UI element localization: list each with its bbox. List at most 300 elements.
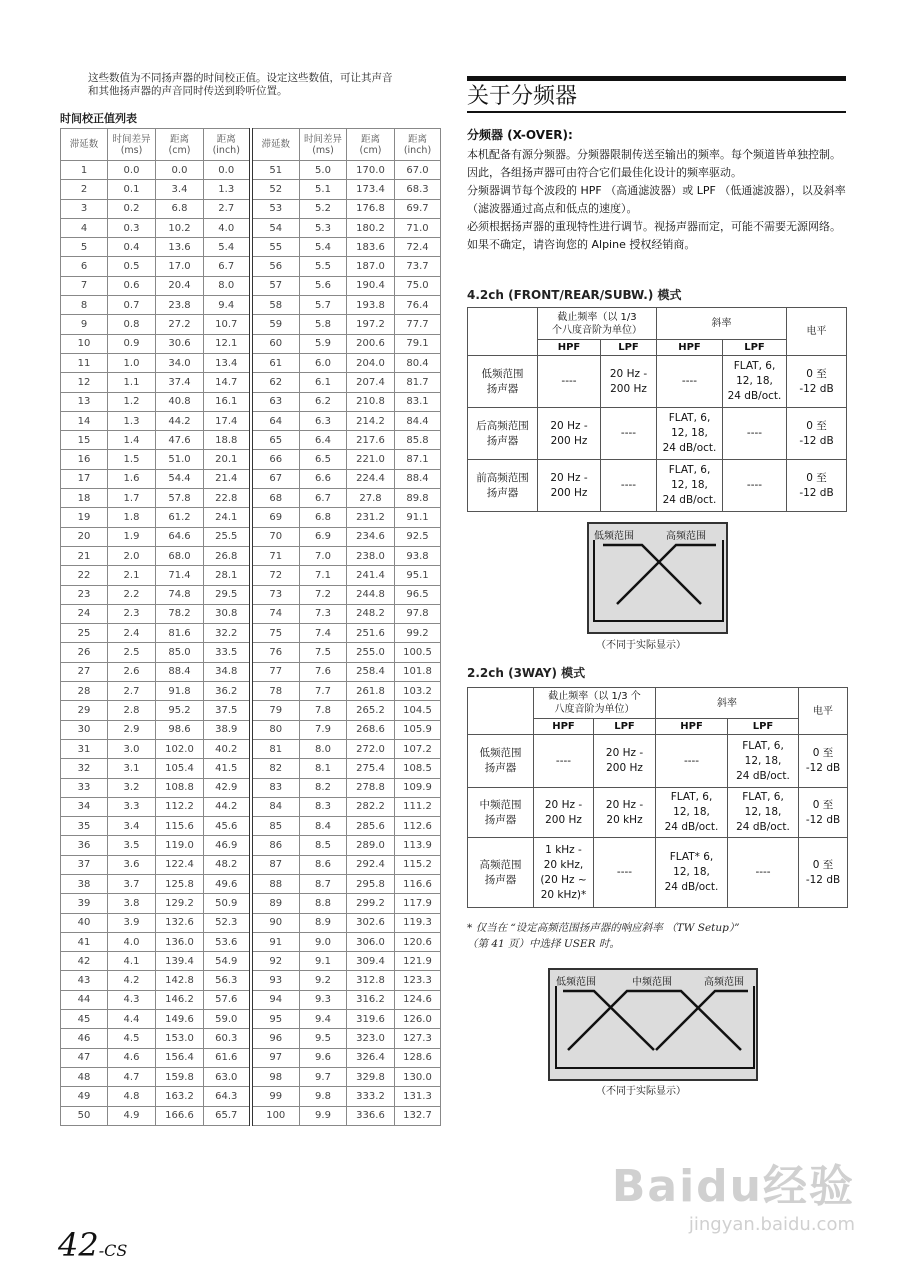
cell-distance-inch: 121.9	[395, 952, 441, 971]
cell-delay: 10	[61, 334, 108, 353]
cell-time-ms: 2.1	[108, 566, 156, 585]
table-row	[468, 788, 848, 838]
cell-delay: 98	[251, 1067, 300, 1086]
cell-distance-inch: 8.0	[204, 276, 251, 295]
cell-distance-cm: 210.8	[347, 392, 395, 411]
cell-distance-inch: 49.6	[204, 874, 251, 893]
cell-delay: 26	[61, 643, 108, 662]
table-row	[61, 855, 441, 874]
cell-delay: 28	[61, 682, 108, 701]
cell-time-ms: 7.6	[300, 662, 347, 681]
cell-distance-cm: 159.8	[156, 1067, 204, 1086]
cell-distance-inch: 126.0	[395, 1010, 441, 1029]
row-label: 低频范围 扬声器	[468, 356, 538, 408]
cell-distance-cm: 0.0	[156, 161, 204, 180]
cell-distance-inch: 131.3	[395, 1087, 441, 1106]
header-delay: 滞延数	[251, 129, 300, 161]
cell-distance-inch: 61.6	[204, 1048, 251, 1067]
cell-distance-cm: 295.8	[347, 874, 395, 893]
cell-delay: 59	[251, 315, 300, 334]
crossover-table-2-2ch	[467, 687, 848, 908]
cell-time-ms: 4.7	[108, 1067, 156, 1086]
cell-time-ms: 7.7	[300, 682, 347, 701]
table-row	[468, 356, 847, 408]
cell-delay: 91	[251, 932, 300, 951]
cell-distance-inch: 84.4	[395, 411, 441, 430]
cell-cutoff-hpf: ----	[538, 356, 601, 408]
diagram-label-low: 低频范围	[556, 977, 596, 988]
cell-delay: 2	[61, 180, 108, 199]
table-row	[61, 276, 441, 295]
cell-delay: 62	[251, 373, 300, 392]
cell-distance-inch: 83.1	[395, 392, 441, 411]
diagram-caption: （不同于实际显示）	[596, 640, 686, 651]
cell-time-ms: 0.4	[108, 238, 156, 257]
paragraph: 分频器调节每个波段的 HPF （高通滤波器）或 LPF （低通滤波器），以及斜率 （滤波器通过高点和低点的速度）。	[467, 184, 846, 215]
cell-delay: 14	[61, 411, 108, 430]
cell-distance-cm: 88.4	[156, 662, 204, 681]
table-row	[61, 489, 441, 508]
cell-delay: 19	[61, 508, 108, 527]
cell-distance-inch: 33.5	[204, 643, 251, 662]
table-row	[61, 353, 441, 372]
table-row	[61, 624, 441, 643]
cell-distance-inch: 54.9	[204, 952, 251, 971]
cell-time-ms: 2.9	[108, 720, 156, 739]
cell-distance-inch: 111.2	[395, 797, 441, 816]
cell-time-ms: 7.9	[300, 720, 347, 739]
cell-time-ms: 4.5	[108, 1029, 156, 1048]
table-header-row	[61, 129, 441, 161]
cell-delay: 69	[251, 508, 300, 527]
cell-distance-cm: 309.4	[347, 952, 395, 971]
cell-time-ms: 7.1	[300, 566, 347, 585]
table-row	[61, 836, 441, 855]
cell-distance-inch: 71.0	[395, 218, 441, 237]
cell-delay: 4	[61, 218, 108, 237]
cell-distance-inch: 119.3	[395, 913, 441, 932]
cell-distance-inch: 73.7	[395, 257, 441, 276]
cell-distance-inch: 9.4	[204, 296, 251, 315]
cell-delay: 5	[61, 238, 108, 257]
cell-distance-cm: 47.6	[156, 431, 204, 450]
cell-delay: 29	[61, 701, 108, 720]
cell-delay: 27	[61, 662, 108, 681]
cell-distance-cm: 115.6	[156, 817, 204, 836]
cell-time-ms: 2.5	[108, 643, 156, 662]
cell-distance-inch: 85.8	[395, 431, 441, 450]
cell-time-ms: 1.2	[108, 392, 156, 411]
diagram-caption: （不同于实际显示）	[596, 1086, 686, 1097]
cell-distance-inch: 13.4	[204, 353, 251, 372]
cell-time-ms: 4.2	[108, 971, 156, 990]
cell-time-ms: 8.1	[300, 759, 347, 778]
header-distance-cm: 距离 (cm)	[347, 129, 395, 161]
cell-distance-cm: 20.4	[156, 276, 204, 295]
cell-delay: 11	[61, 353, 108, 372]
cell-time-ms: 0.1	[108, 180, 156, 199]
cell-distance-inch: 17.4	[204, 411, 251, 430]
cell-time-ms: 8.4	[300, 817, 347, 836]
subheader-hpf: HPF	[657, 340, 723, 356]
cell-distance-cm: 153.0	[156, 1029, 204, 1048]
cell-distance-cm: 248.2	[347, 604, 395, 623]
cell-distance-inch: 25.5	[204, 527, 251, 546]
cell-distance-inch: 76.4	[395, 296, 441, 315]
cell-distance-cm: 23.8	[156, 296, 204, 315]
cell-delay: 9	[61, 315, 108, 334]
header-distance-inch: 距离 (inch)	[395, 129, 441, 161]
table-row	[61, 894, 441, 913]
cell-slope-hpf: ----	[657, 356, 723, 408]
cell-distance-inch: 48.2	[204, 855, 251, 874]
cell-time-ms: 4.9	[108, 1106, 156, 1125]
table-row	[61, 720, 441, 739]
cell-delay: 76	[251, 643, 300, 662]
cell-distance-cm: 98.6	[156, 720, 204, 739]
watermark-brand: Baidu经验	[611, 1161, 855, 1212]
table-row	[61, 450, 441, 469]
cell-distance-inch: 108.5	[395, 759, 441, 778]
cell-time-ms: 9.4	[300, 1010, 347, 1029]
cell-distance-cm: 268.6	[347, 720, 395, 739]
cell-distance-cm: 244.8	[347, 585, 395, 604]
subheader-hpf: HPF	[538, 340, 601, 356]
cell-distance-inch: 41.5	[204, 759, 251, 778]
diagram-label-mid: 中频范围	[632, 977, 672, 988]
subheader-lpf: LPF	[723, 340, 787, 356]
cell-time-ms: 5.1	[300, 180, 347, 199]
diagram-label-low: 低频范围	[594, 531, 634, 542]
cell-time-ms: 6.6	[300, 469, 347, 488]
cell-distance-cm: 57.8	[156, 489, 204, 508]
table-row	[61, 218, 441, 237]
cell-delay: 6	[61, 257, 108, 276]
cell-distance-cm: 180.2	[347, 218, 395, 237]
table-row	[61, 604, 441, 623]
header-cutoff: 截止频率（以 1/3 个八度音阶为单位）	[538, 308, 657, 340]
table-42-title: 4.2ch (FRONT/REAR/SUBW.) 模式	[467, 288, 682, 302]
cell-delay: 49	[61, 1087, 108, 1106]
cell-delay: 33	[61, 778, 108, 797]
table-row	[61, 334, 441, 353]
cell-distance-inch: 97.8	[395, 604, 441, 623]
cell-delay: 54	[251, 218, 300, 237]
cell-distance-inch: 42.9	[204, 778, 251, 797]
cell-time-ms: 3.1	[108, 759, 156, 778]
cell-time-ms: 9.8	[300, 1087, 347, 1106]
cell-delay: 13	[61, 392, 108, 411]
cell-distance-cm: 105.4	[156, 759, 204, 778]
cell-time-ms: 5.3	[300, 218, 347, 237]
subheader-hpf: HPF	[534, 719, 594, 735]
cell-distance-inch: 46.9	[204, 836, 251, 855]
cell-delay: 86	[251, 836, 300, 855]
table-row	[61, 392, 441, 411]
section-title: 关于分频器	[467, 84, 578, 109]
cell-delay: 75	[251, 624, 300, 643]
cell-delay: 36	[61, 836, 108, 855]
cell-time-ms: 1.5	[108, 450, 156, 469]
cell-distance-cm: 187.0	[347, 257, 395, 276]
cell-distance-inch: 63.0	[204, 1067, 251, 1086]
cell-distance-inch: 68.3	[395, 180, 441, 199]
cell-delay: 88	[251, 874, 300, 893]
cell-time-ms: 1.0	[108, 353, 156, 372]
cell-distance-cm: 241.4	[347, 566, 395, 585]
cell-delay: 41	[61, 932, 108, 951]
cell-distance-inch: 77.7	[395, 315, 441, 334]
cell-distance-cm: 74.8	[156, 585, 204, 604]
cell-distance-cm: 17.0	[156, 257, 204, 276]
cell-distance-cm: 64.6	[156, 527, 204, 546]
cell-distance-cm: 319.6	[347, 1010, 395, 1029]
cell-time-ms: 9.7	[300, 1067, 347, 1086]
cell-time-ms: 6.7	[300, 489, 347, 508]
cell-time-ms: 6.8	[300, 508, 347, 527]
cell-distance-cm: 306.0	[347, 932, 395, 951]
cell-distance-cm: 142.8	[156, 971, 204, 990]
cell-delay: 96	[251, 1029, 300, 1048]
cell-distance-cm: 299.2	[347, 894, 395, 913]
cell-slope-hpf: FLAT, 6, 12, 18, 24 dB/oct.	[656, 788, 728, 838]
cell-delay: 25	[61, 624, 108, 643]
cell-time-ms: 5.5	[300, 257, 347, 276]
cell-distance-inch: 93.8	[395, 546, 441, 565]
table-row	[61, 296, 441, 315]
table-row	[61, 180, 441, 199]
cell-time-ms: 2.0	[108, 546, 156, 565]
cell-delay: 97	[251, 1048, 300, 1067]
cell-distance-inch: 29.5	[204, 585, 251, 604]
diagram-label-high: 高频范围	[704, 977, 744, 988]
cell-time-ms: 8.5	[300, 836, 347, 855]
cell-distance-inch: 113.9	[395, 836, 441, 855]
cell-distance-cm: 44.2	[156, 411, 204, 430]
cell-delay: 15	[61, 431, 108, 450]
cell-distance-inch: 130.0	[395, 1067, 441, 1086]
cell-delay: 99	[251, 1087, 300, 1106]
cell-time-ms: 3.7	[108, 874, 156, 893]
cell-distance-inch: 92.5	[395, 527, 441, 546]
cell-slope-hpf: FLAT, 6, 12, 18, 24 dB/oct.	[657, 408, 723, 460]
cell-distance-inch: 26.8	[204, 546, 251, 565]
cell-distance-cm: 37.4	[156, 373, 204, 392]
cell-distance-inch: 117.9	[395, 894, 441, 913]
cell-distance-inch: 2.7	[204, 199, 251, 218]
cell-delay: 31	[61, 739, 108, 758]
intro-text	[88, 72, 440, 98]
subheader-lpf: LPF	[594, 719, 656, 735]
delay-table-body	[61, 161, 441, 1126]
cell-distance-inch: 56.3	[204, 971, 251, 990]
cell-time-ms: 3.0	[108, 739, 156, 758]
cell-delay: 90	[251, 913, 300, 932]
cell-delay: 84	[251, 797, 300, 816]
table-row	[61, 1067, 441, 1086]
header-level: 电平	[787, 308, 847, 356]
footnote-line: * 仅当在 “设定高频范围扬声器的响应斜率 （TW Setup）”	[467, 922, 740, 934]
cell-slope-lpf: FLAT, 6, 12, 18, 24 dB/oct.	[728, 735, 799, 788]
cell-cutoff-hpf: 20 Hz - 200 Hz	[538, 460, 601, 512]
cell-delay: 57	[251, 276, 300, 295]
cell-slope-hpf: ----	[656, 735, 728, 788]
cell-time-ms: 9.1	[300, 952, 347, 971]
cell-distance-cm: 68.0	[156, 546, 204, 565]
cell-distance-inch: 91.1	[395, 508, 441, 527]
cell-cutoff-hpf: ----	[534, 735, 594, 788]
paragraph: 必须根据扬声器的重现特性进行调节。视扬声器而定，可能不需要无源网络。如果不确定，请咨询您的 Alpine 授权经销商。	[467, 220, 841, 251]
cell-delay: 46	[61, 1029, 108, 1048]
cell-delay: 50	[61, 1106, 108, 1125]
cell-distance-inch: 124.6	[395, 990, 441, 1009]
table-row	[61, 797, 441, 816]
cell-level: 0 至 -12 dB	[787, 408, 847, 460]
table-row	[61, 527, 441, 546]
cell-time-ms: 6.9	[300, 527, 347, 546]
cell-distance-inch: 57.6	[204, 990, 251, 1009]
footnote	[467, 920, 847, 952]
cell-delay: 68	[251, 489, 300, 508]
cell-distance-inch: 103.2	[395, 682, 441, 701]
intro-line: 和其他扬声器的声音同时传送到聆听位置。	[88, 85, 288, 97]
cell-distance-inch: 36.2	[204, 682, 251, 701]
cell-distance-inch: 69.7	[395, 199, 441, 218]
xover-subtitle: 分频器 (X-OVER):	[467, 128, 573, 142]
row-label: 前高频范围 扬声器	[468, 460, 538, 512]
table-row	[61, 971, 441, 990]
cell-time-ms: 7.2	[300, 585, 347, 604]
cell-distance-inch: 6.7	[204, 257, 251, 276]
cell-distance-cm: 132.6	[156, 913, 204, 932]
cell-distance-cm: 231.2	[347, 508, 395, 527]
cell-time-ms: 9.6	[300, 1048, 347, 1067]
cell-time-ms: 5.4	[300, 238, 347, 257]
cell-distance-cm: 119.0	[156, 836, 204, 855]
cell-delay: 60	[251, 334, 300, 353]
page-number-value: 42	[58, 1226, 99, 1264]
cell-delay: 3	[61, 199, 108, 218]
cell-distance-cm: 217.6	[347, 431, 395, 450]
cell-delay: 94	[251, 990, 300, 1009]
header-delay: 滞延数	[61, 129, 108, 161]
cell-delay: 8	[61, 296, 108, 315]
cell-time-ms: 5.9	[300, 334, 347, 353]
watermark	[612, 1150, 855, 1235]
cell-delay: 38	[61, 874, 108, 893]
cell-time-ms: 8.3	[300, 797, 347, 816]
cell-slope-lpf: FLAT, 6, 12, 18, 24 dB/oct.	[723, 356, 787, 408]
cell-time-ms: 1.8	[108, 508, 156, 527]
cell-time-ms: 5.7	[300, 296, 347, 315]
cell-distance-cm: 326.4	[347, 1048, 395, 1067]
cell-cutoff-lpf: 20 Hz - 200 Hz	[601, 356, 657, 408]
cell-time-ms: 6.3	[300, 411, 347, 430]
cell-distance-cm: 78.2	[156, 604, 204, 623]
cell-distance-cm: 238.0	[347, 546, 395, 565]
row-label: 中频范围 扬声器	[468, 788, 534, 838]
cell-delay: 45	[61, 1010, 108, 1029]
paragraph: 本机配备有源分频器。分频器限制传送至输出的频率。每个频道皆单独控制。因此，各组扬声器可由符合它们最佳化设计的频率驱动。	[467, 148, 841, 179]
table-row	[61, 546, 441, 565]
empty-corner-cell	[468, 688, 534, 735]
table-header-row	[468, 688, 848, 719]
cell-delay: 7	[61, 276, 108, 295]
cell-time-ms: 9.0	[300, 932, 347, 951]
cell-distance-inch: 132.7	[395, 1106, 441, 1125]
cell-distance-inch: 18.8	[204, 431, 251, 450]
crossover-diagram-2way	[587, 522, 728, 634]
table-row	[61, 257, 441, 276]
cell-distance-inch: 112.6	[395, 817, 441, 836]
table-row	[61, 913, 441, 932]
cell-distance-cm: 272.0	[347, 739, 395, 758]
cell-cutoff-hpf: 20 Hz - 200 Hz	[534, 788, 594, 838]
cell-time-ms: 0.3	[108, 218, 156, 237]
cell-delay: 82	[251, 759, 300, 778]
cell-delay: 32	[61, 759, 108, 778]
cell-distance-inch: 20.1	[204, 450, 251, 469]
cell-level: 0 至 -12 dB	[799, 735, 848, 788]
cell-distance-cm: 183.6	[347, 238, 395, 257]
cell-distance-inch: 88.4	[395, 469, 441, 488]
cell-delay: 56	[251, 257, 300, 276]
cell-distance-cm: 112.2	[156, 797, 204, 816]
cell-time-ms: 4.3	[108, 990, 156, 1009]
cell-distance-cm: 27.8	[347, 489, 395, 508]
cell-distance-inch: 32.2	[204, 624, 251, 643]
table-row	[61, 1029, 441, 1048]
cell-delay: 65	[251, 431, 300, 450]
cell-time-ms: 1.4	[108, 431, 156, 450]
cell-slope-lpf: ----	[728, 838, 799, 908]
cell-delay: 95	[251, 1010, 300, 1029]
cell-time-ms: 0.9	[108, 334, 156, 353]
cell-distance-cm: 85.0	[156, 643, 204, 662]
cell-time-ms: 9.9	[300, 1106, 347, 1125]
table-22-title: 2.2ch (3WAY) 模式	[467, 666, 586, 680]
cell-time-ms: 7.8	[300, 701, 347, 720]
header-time-ms: 时间差异 (ms)	[300, 129, 347, 161]
cell-distance-cm: 292.4	[347, 855, 395, 874]
cell-delay: 30	[61, 720, 108, 739]
cell-distance-cm: 108.8	[156, 778, 204, 797]
cell-distance-inch: 107.2	[395, 739, 441, 758]
crossover-table-4-2ch	[467, 307, 847, 512]
cell-delay: 87	[251, 855, 300, 874]
header-slope: 斜率	[656, 688, 799, 719]
table-row	[61, 817, 441, 836]
cell-distance-inch: 0.0	[204, 161, 251, 180]
cell-distance-cm: 275.4	[347, 759, 395, 778]
cell-time-ms: 3.2	[108, 778, 156, 797]
cell-distance-cm: 234.6	[347, 527, 395, 546]
cell-time-ms: 4.1	[108, 952, 156, 971]
cell-distance-inch: 115.2	[395, 855, 441, 874]
cell-distance-inch: 34.8	[204, 662, 251, 681]
intro-line: 这些数值为不同扬声器的时间校正值。设定这些数值，可让其声音	[88, 72, 393, 84]
cell-distance-inch: 53.6	[204, 932, 251, 951]
cell-delay: 89	[251, 894, 300, 913]
cell-time-ms: 3.9	[108, 913, 156, 932]
cell-distance-inch: 127.3	[395, 1029, 441, 1048]
xover-description	[467, 126, 847, 254]
cell-time-ms: 1.7	[108, 489, 156, 508]
cell-delay: 40	[61, 913, 108, 932]
cell-distance-inch: 89.8	[395, 489, 441, 508]
table-row	[468, 735, 848, 788]
cell-time-ms: 3.8	[108, 894, 156, 913]
